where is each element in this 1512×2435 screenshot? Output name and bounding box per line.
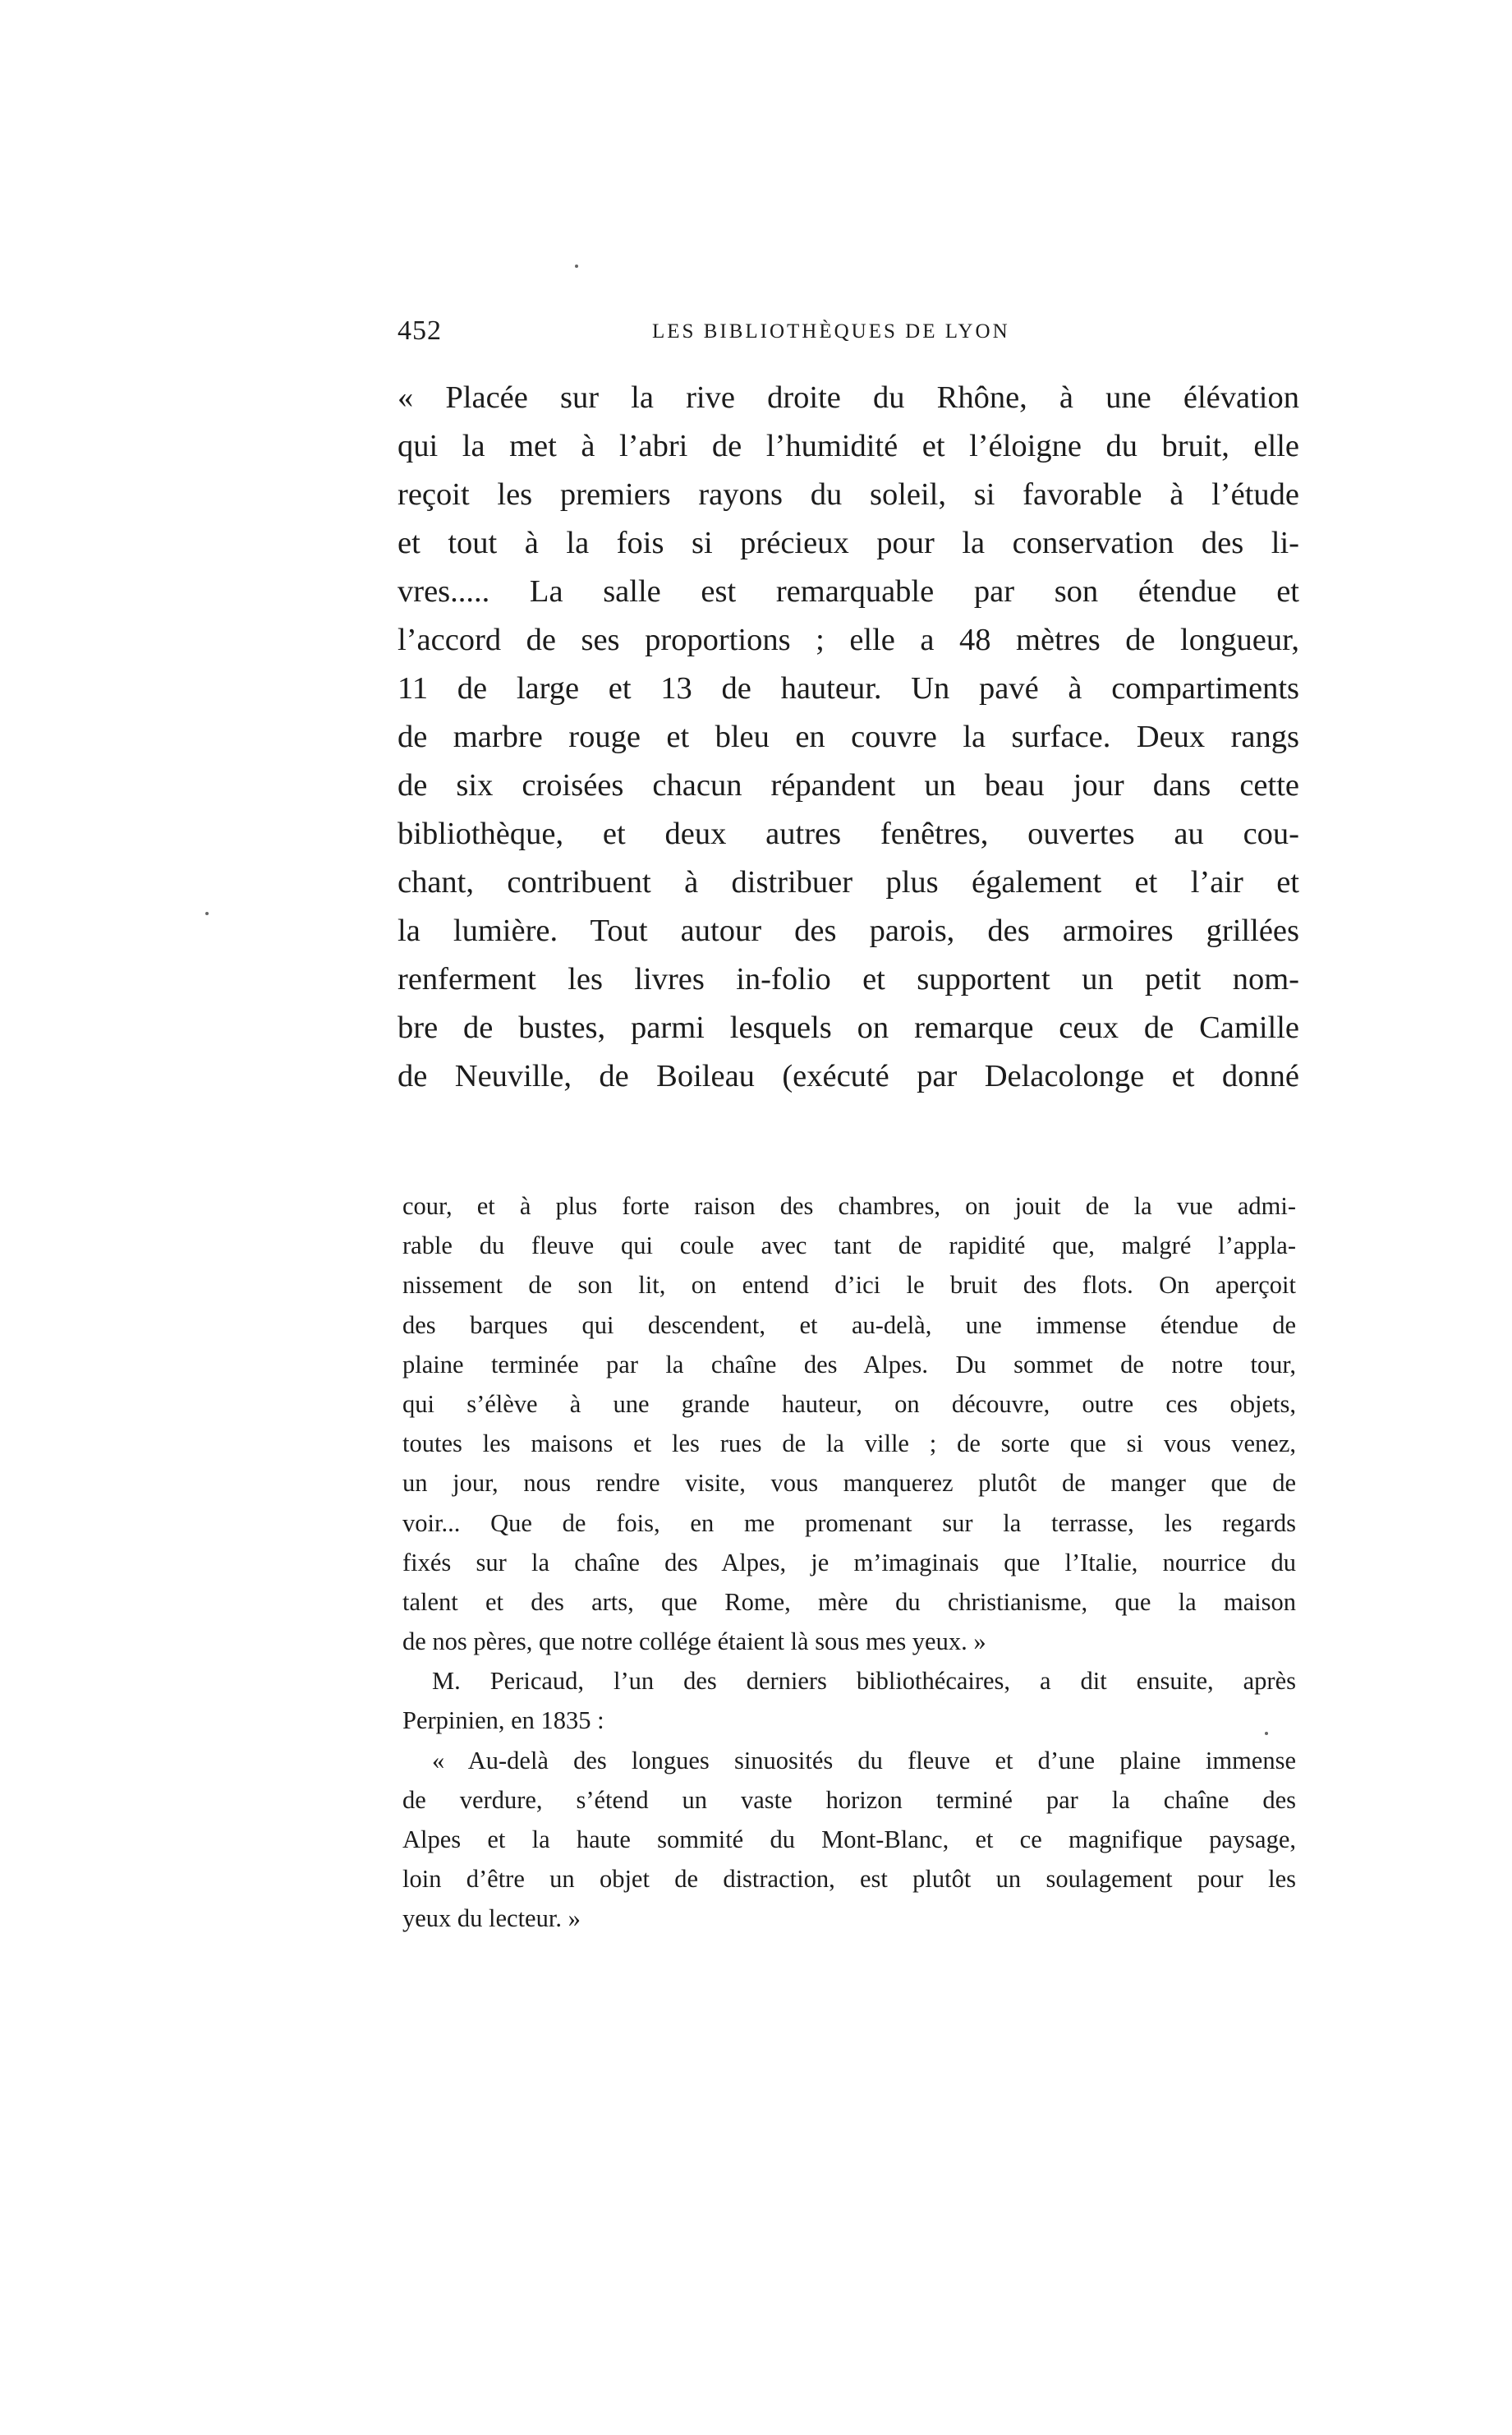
paper-speck: [205, 912, 209, 915]
footnote-line: toutes les maisons et les rues de la ville ; de sorte que si vous venez,: [402, 1429, 1296, 1458]
footnote-line: yeux du lecteur. »: [402, 1904, 581, 1933]
main-text-line: de marbre rouge et bleu en couvre la surface. Deux rangs: [398, 720, 1299, 754]
paper-speck: [1265, 1732, 1268, 1735]
main-text-line: reçoit les premiers rayons du soleil, si favorable à l’étude: [398, 477, 1299, 512]
footnote-block: [402, 1186, 1296, 1939]
page-number: 452: [398, 315, 442, 346]
footnote-line: « Au-delà des longues sinuosités du fleuve et d’une plaine immense: [432, 1746, 1296, 1774]
footnote-line: des barques qui descendent, et au-delà, une immense étendue de: [402, 1310, 1296, 1339]
main-text-line: 11 de large et 13 de hauteur. Un pavé à compartiments: [398, 671, 1299, 706]
main-text-line: de Neuville, de Boileau (exécuté par Delacolonge et donné: [398, 1059, 1299, 1093]
page-header: [398, 315, 1301, 357]
footnote-line: un jour, nous rendre visite, vous manquerez plutôt de manger que de: [402, 1469, 1296, 1498]
main-text-line: « Placée sur la rive droite du Rhône, à une élévation: [398, 380, 1299, 415]
footnote-line: rable du fleuve qui coule avec tant de rapidité que, malgré l’appla-: [402, 1231, 1296, 1260]
footnote-line: plaine terminée par la chaîne des Alpes. Du sommet de notre tour,: [402, 1350, 1296, 1379]
main-text-line: renferment les livres in-folio et supportent un petit nom-: [398, 962, 1299, 997]
main-text-line: la lumière. Tout autour des parois, des armoires grillées: [398, 914, 1299, 948]
footnote-line: de verdure, s’étend un vaste horizon terminé par la chaîne des: [402, 1785, 1296, 1814]
main-text-line: l’accord de ses proportions ; elle a 48 mètres de longueur,: [398, 623, 1299, 657]
footnote-line: loin d’être un objet de distraction, est plutôt un soulagement pour les: [402, 1865, 1296, 1894]
main-text-line: de six croisées chacun répandent un beau jour dans cette: [398, 768, 1299, 803]
footnote-line: de nos pères, que notre collége étaient là sous mes yeux. »: [402, 1627, 986, 1656]
paper-speck: [575, 265, 578, 268]
main-text-line: et tout à la fois si précieux pour la conservation des li-: [398, 526, 1299, 560]
footnote-line: Alpes et la haute sommité du Mont-Blanc, et ce magnifique paysage,: [402, 1825, 1296, 1853]
main-text-block: [398, 374, 1299, 1101]
main-text-line: chant, contribuent à distribuer plus également et l’air et: [398, 865, 1299, 900]
footnote-line: nissement de son lit, on entend d’ici le bruit des flots. On aperçoit: [402, 1271, 1296, 1300]
main-text-line: qui la met à l’abri de l’humidité et l’éloigne du bruit, elle: [398, 429, 1299, 463]
footnote-line: voir... Que de fois, en me promenant sur la terrasse, les regards: [402, 1508, 1296, 1537]
footnote-line: M. Pericaud, l’un des derniers bibliothécaires, a dit ensuite, après: [432, 1667, 1296, 1696]
running-head: LES BIBLIOTHÈQUES DE LYON: [652, 320, 1010, 343]
footnote-line: qui s’élève à une grande hauteur, on découvre, outre ces objets,: [402, 1389, 1296, 1418]
footnote-line: talent et des arts, que Rome, mère du christianisme, que la maison: [402, 1587, 1296, 1616]
main-text-line: bre de bustes, parmi lesquels on remarque ceux de Camille: [398, 1010, 1299, 1045]
main-text-line: vres..... La salle est remarquable par son étendue et: [398, 574, 1299, 609]
footnote-line: fixés sur la chaîne des Alpes, je m’imaginais que l’Italie, nourrice du: [402, 1548, 1296, 1577]
main-text-line: bibliothèque, et deux autres fenêtres, ouvertes au cou-: [398, 817, 1299, 851]
footnote-line: Perpinien, en 1835 :: [402, 1706, 604, 1735]
footnote-line: cour, et à plus forte raison des chambres, on jouit de la vue admi-: [402, 1192, 1296, 1220]
